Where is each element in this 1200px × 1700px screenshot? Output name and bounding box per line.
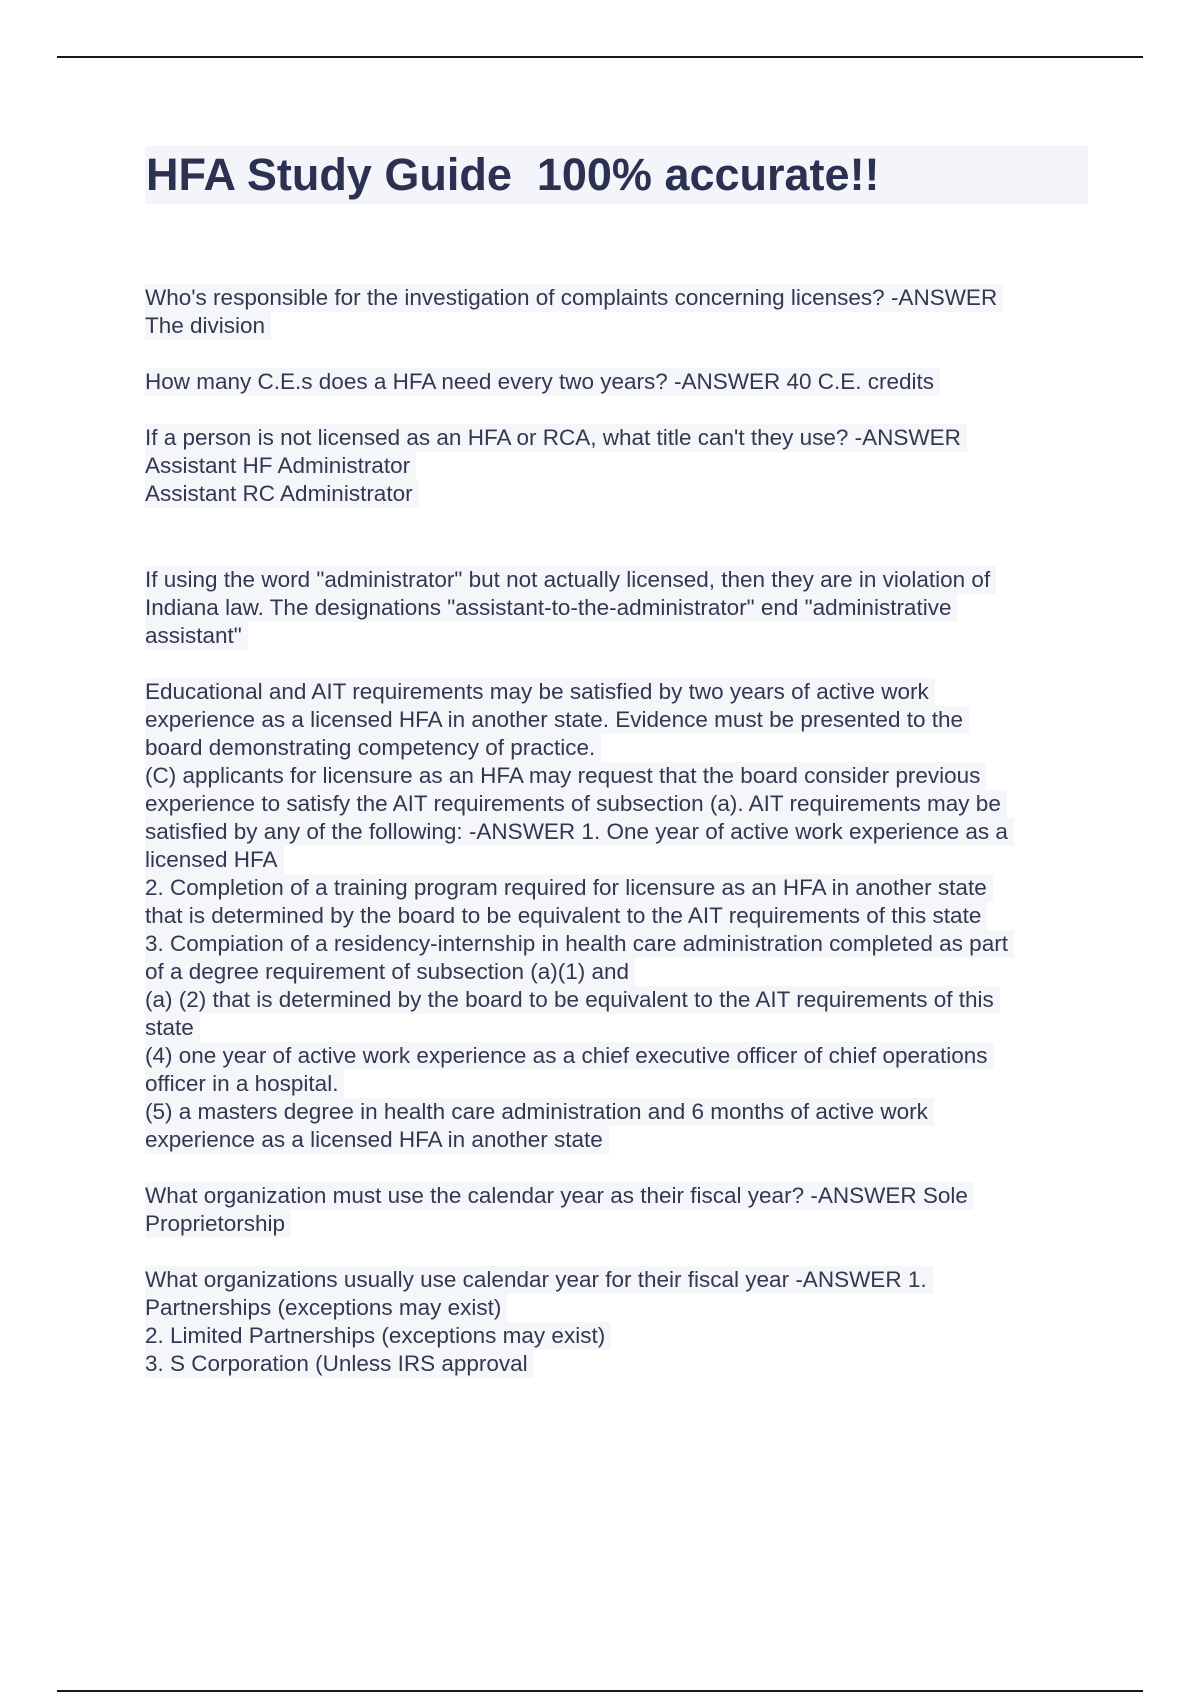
text-line: Partnerships (exceptions may exist) [145, 1294, 507, 1322]
text-line: 3. S Corporation (Unless IRS approval [145, 1350, 534, 1378]
text-line: (C) applicants for licensure as an HFA may request that the board consider previous [145, 762, 986, 790]
text-line: state [145, 1014, 200, 1042]
text-line: of a degree requirement of subsection (a)(1) and [145, 958, 635, 986]
text-line: (5) a masters degree in health care administration and 6 months of active work [145, 1098, 934, 1126]
text-line: officer in a hospital. [145, 1070, 344, 1098]
text-line: assistant" [145, 622, 248, 650]
text-line: 2. Limited Partnerships (exceptions may exist) [145, 1322, 611, 1350]
page-title: HFA Study Guide 100% accurate!! [146, 149, 880, 200]
text-line: satisfied by any of the following: -ANSWER 1. One year of active work experience as a [145, 818, 1014, 846]
text-line: Proprietorship [145, 1210, 291, 1238]
text-line: licensed HFA [145, 846, 284, 874]
text-line: Indiana law. The designations "assistant-to-the-administrator" end "administrative [145, 594, 957, 622]
document-body [145, 284, 1105, 1378]
text-line: Assistant RC Administrator [145, 480, 419, 508]
text-line: experience as a licensed HFA in another state [145, 1126, 609, 1154]
header-rule [57, 56, 1143, 58]
text-line: How many C.E.s does a HFA need every two years? -ANSWER 40 C.E. credits [145, 368, 940, 396]
text-line: (a) (2) that is determined by the board to be equivalent to the AIT requirements of this [145, 986, 1000, 1014]
footer-rule [57, 1690, 1143, 1692]
text-line: Assistant HF Administrator [145, 452, 416, 480]
qa-block [145, 284, 1105, 340]
text-line: What organization must use the calendar year as their fiscal year? -ANSWER Sole [145, 1182, 974, 1210]
text-line: If a person is not licensed as an HFA or RCA, what title can't they use? -ANSWER [145, 424, 967, 452]
text-line: (4) one year of active work experience as a chief executive officer of chief operations [145, 1042, 994, 1070]
text-line: If using the word "administrator" but not actually licensed, then they are in violation of [145, 566, 996, 594]
text-line: that is determined by the board to be equivalent to the AIT requirements of this state [145, 902, 987, 930]
qa-block [145, 1266, 1105, 1378]
text-line: Educational and AIT requirements may be satisfied by two years of active work [145, 678, 935, 706]
text-line: What organizations usually use calendar year for their fiscal year -ANSWER 1. [145, 1266, 933, 1294]
qa-block [145, 1182, 1105, 1238]
text-line: 2. Completion of a training program required for licensure as an HFA in another state [145, 874, 993, 902]
qa-block [145, 368, 1105, 396]
qa-block [145, 566, 1105, 650]
text-line: Who's responsible for the investigation of complaints concerning licenses? -ANSWER [145, 284, 1003, 312]
qa-block [145, 678, 1105, 1154]
text-line: experience as a licensed HFA in another state. Evidence must be presented to the [145, 706, 969, 734]
text-line: board demonstrating competency of practice. [145, 734, 601, 762]
text-line: The division [145, 312, 271, 340]
qa-block [145, 424, 1105, 508]
text-line: 3. Compiation of a residency-internship in health care administration completed as part [145, 930, 1014, 958]
text-line: experience to satisfy the AIT requirements of subsection (a). AIT requirements may be [145, 790, 1007, 818]
